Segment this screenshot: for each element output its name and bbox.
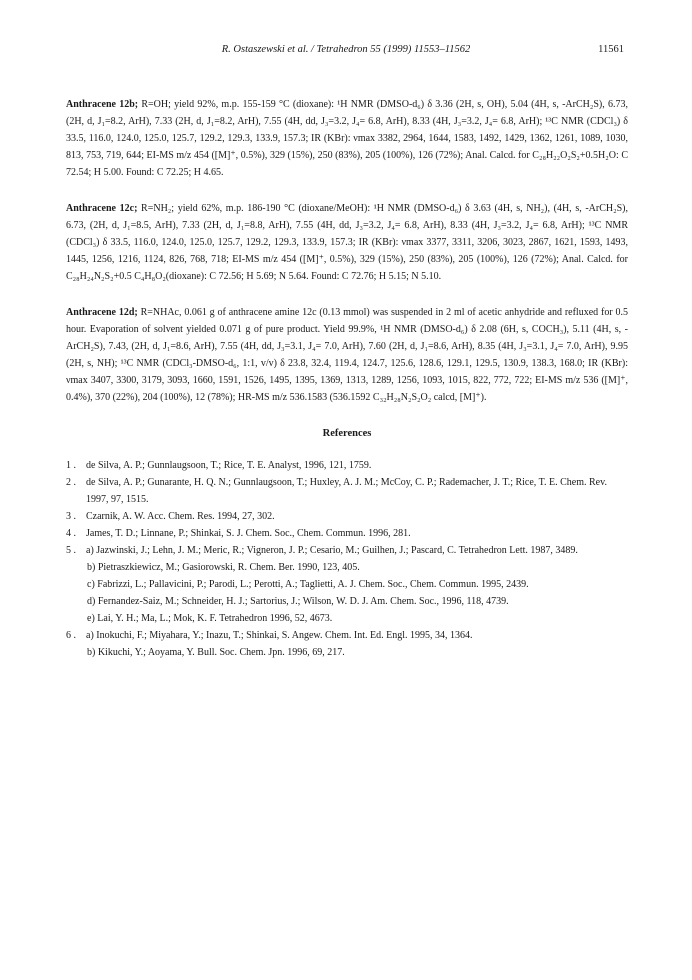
reference-text: de Silva, A. P.; Gunnlaugsoon, T.; Rice, T. E. Analyst, 1996, 121, 1759. xyxy=(86,460,372,471)
reference-subitem: d) Fernandez-Saiz, M.; Schneider, H. J.; Sartorius, J.; Wilson, W. D. J. Am. Chem. Soc., 1996, 118, 4739. xyxy=(87,596,509,607)
reference-number: 1 . xyxy=(66,460,76,471)
reference-subitem: b) Kikuchi, Y.; Aoyama, Y. Bull. Soc. Chem. Jpn. 1996, 69, 217. xyxy=(87,647,345,658)
reference-subitem: e) Lai, Y. H.; Ma, L.; Mok, K. F. Tetrahedron 1996, 52, 4673. xyxy=(87,613,333,624)
paragraph-anthracene-12b xyxy=(66,96,628,181)
page-number: 11561 xyxy=(598,44,624,55)
page-content xyxy=(66,96,628,661)
reference-item xyxy=(66,542,628,559)
reference-item xyxy=(66,508,628,525)
compound-title: Anthracene 12b; xyxy=(66,99,139,110)
reference-text: de Silva, A. P.; Gunarante, H. Q. N.; Gunnlaugsoon, T.; Huxley, A. J. M.; McCoy, C. P.; Rademacher, J. T.; Rice, T. E. Chem. Rev. 1997, 97, 1515. xyxy=(86,477,607,505)
paragraph-body: R=NHAc, 0.061 g of anthracene amine 12c (0.13 mmol) was suspended in 2 ml of acetic anhydride and refluxed for 0.5 hour. Evaporation of solvent yielded 0.071 g of pure product. Yield 99.9%, ¹H NMR (DMSO-d₆) δ 2.08 (6H, s, COCH₃), 5.11 (4H, s, -ArCH₂S), 7.43, (2H, d, J₁=8.6, ArH), 7.55 (4H, dd, J₃=3.1, J₄= 7.0, ArH), 7.60 (2H, d, J₁=8.6, ArH), 8.35 (4H, J₃=3.1, J₄= 7.0, ArH), 9.95 (2H, s, NH); ¹³C NMR (CDCl₃-DMSO-d₆, 1:1, v/v) δ 23.8, 32.4, 119.4, 124.7, 125.6, 128.6, 129.1, 129.5, 130.9, 138.3, 168.0; IR (KBr): νmax 3407, 3300, 3179, 3093, 1660, 1591, 1526, 1495, 1395, 1369, 1313, 1289, 1256, 1093, 1015, 822, 772, 722; EI-MS m/z 536 ([M]⁺, 0.4%), 370 (22%), 204 (100%), 12 (78%); HR-MS m/z 536.1583 (536.1592 C₃₂H₂₈N₂S₂O₂ calcd, [M]⁺). xyxy=(66,307,628,403)
reference-number: 4 . xyxy=(66,528,76,539)
reference-text: a) Inokuchi, F.; Miyahara, Y.; Inazu, T.; Shinkai, S. Angew. Chem. Int. Ed. Engl. 1995, 34, 1364. xyxy=(86,630,473,641)
reference-subitem: c) Fabrizzi, L.; Pallavicini, P.; Parodi, L.; Perotti, A.; Taglietti, A. J. Chem. Soc., Chem. Commun. 1995, 2439. xyxy=(87,579,529,590)
reference-list xyxy=(66,457,628,661)
paragraph-body: R=NH₂; yield 62%, m.p. 186-190 °C (dioxane/MeOH): ¹H NMR (DMSO-d₆) δ 3.63 (4H, s, NH₂), (4H, s, -ArCH₂S), 6.73, (2H, d, J₁=8.5, ArH), 7.33 (2H, d, J₁=8.8, ArH), 7.55 (4H, dd, J₃=3.2, J₄= 6.8, ArH), 8.33 (4H, J₃=3.2, J₄= 6.8, ArH); ¹³C NMR (CDCl₃) δ 33.5, 116.0, 124.0, 125.0, 125.7, 129.2, 129.3, 133.9, 157.3; IR (KBr): νmax 3377, 3311, 3206, 3023, 2867, 1621, 1593, 1493, 1445, 1256, 1216, 1124, 826, 768, 718; EI-MS m/z 454 ([M]⁺, 0.5%), 329 (15%), 250 (83%), 205 (100%), 126 (72%); Anal. Calcd. for C₂₈H₂₄N₂S₂+0.5 C₄H₈O₂(dioxane): C 72.56; H 5.69; N 5.64. Found: C 72.76; H 5.15; N 5.10. xyxy=(66,203,629,282)
paragraph-anthracene-12d xyxy=(66,304,628,406)
reference-number: 3 . xyxy=(66,511,76,522)
references-heading: References xyxy=(322,428,372,439)
reference-text: James, T. D.; Linnane, P.; Shinkai, S. J. Chem. Soc., Chem. Commun. 1996, 281. xyxy=(86,528,411,539)
reference-number: 2 . xyxy=(66,477,76,488)
reference-item xyxy=(66,457,628,474)
page-header xyxy=(0,44,692,62)
reference-number: 5 . xyxy=(66,545,76,556)
compound-title: Anthracene 12d; xyxy=(66,307,138,318)
reference-number: 6 . xyxy=(66,630,76,641)
reference-item xyxy=(66,474,628,508)
running-head: R. Ostaszewski et al. / Tetrahedron 55 (1999) 11553–11562 xyxy=(221,44,471,55)
paragraph-body: R=OH; yield 92%, m.p. 155-159 °C (dioxane): ¹H NMR (DMSO-d₆) δ 3.36 (2H, s, OH), 5.04 (4H, s, -ArCH₂S), 6.73, (2H, d, J₁=8.2, ArH), 7.33 (2H, d, J₁=8.2, ArH), 7.55 (4H, dd, J₃=3.2, J₄= 6.8, ArH), 8.33 (4H, J₃=3.2, J₄= 6.8, ArH); ¹³C NMR (CDCl₃) δ 33.5, 116.0, 124.0, 125.0, 125.7, 129.2, 129.3, 133.9, 157.3; IR (KBr): νmax 3382, 2964, 1644, 1583, 1492, 1429, 1362, 1261, 1089, 1030, 813, 753, 719, 644; EI-MS m/z 454 ([M]⁺, 0.5%), 329 (15%), 250 (83%), 205 (100%), 126 (72%); Anal. Calcd. for C₂₈H₂₂O₂S₂+0.5H₂O: C 72.54; H 5.00. Found: C 72.25; H 4.65. xyxy=(66,99,628,178)
reference-item xyxy=(66,627,628,644)
reference-item xyxy=(66,525,628,542)
paragraph-anthracene-12c xyxy=(66,200,628,285)
reference-text: Czarnik, A. W. Acc. Chem. Res. 1994, 27, 302. xyxy=(86,511,275,522)
compound-title: Anthracene 12c; xyxy=(66,203,138,214)
reference-text: a) Jazwinski, J.; Lehn, J. M.; Meric, R.; Vigneron, J. P.; Cesario, M.; Guilhen, J.; Pascard, C. Tetrahedron Lett. 1987, 3489. xyxy=(86,545,578,556)
reference-subitem: b) Pietraszkiewicz, M.; Gasiorowski, R. Chem. Ber. 1990, 123, 405. xyxy=(87,562,360,573)
